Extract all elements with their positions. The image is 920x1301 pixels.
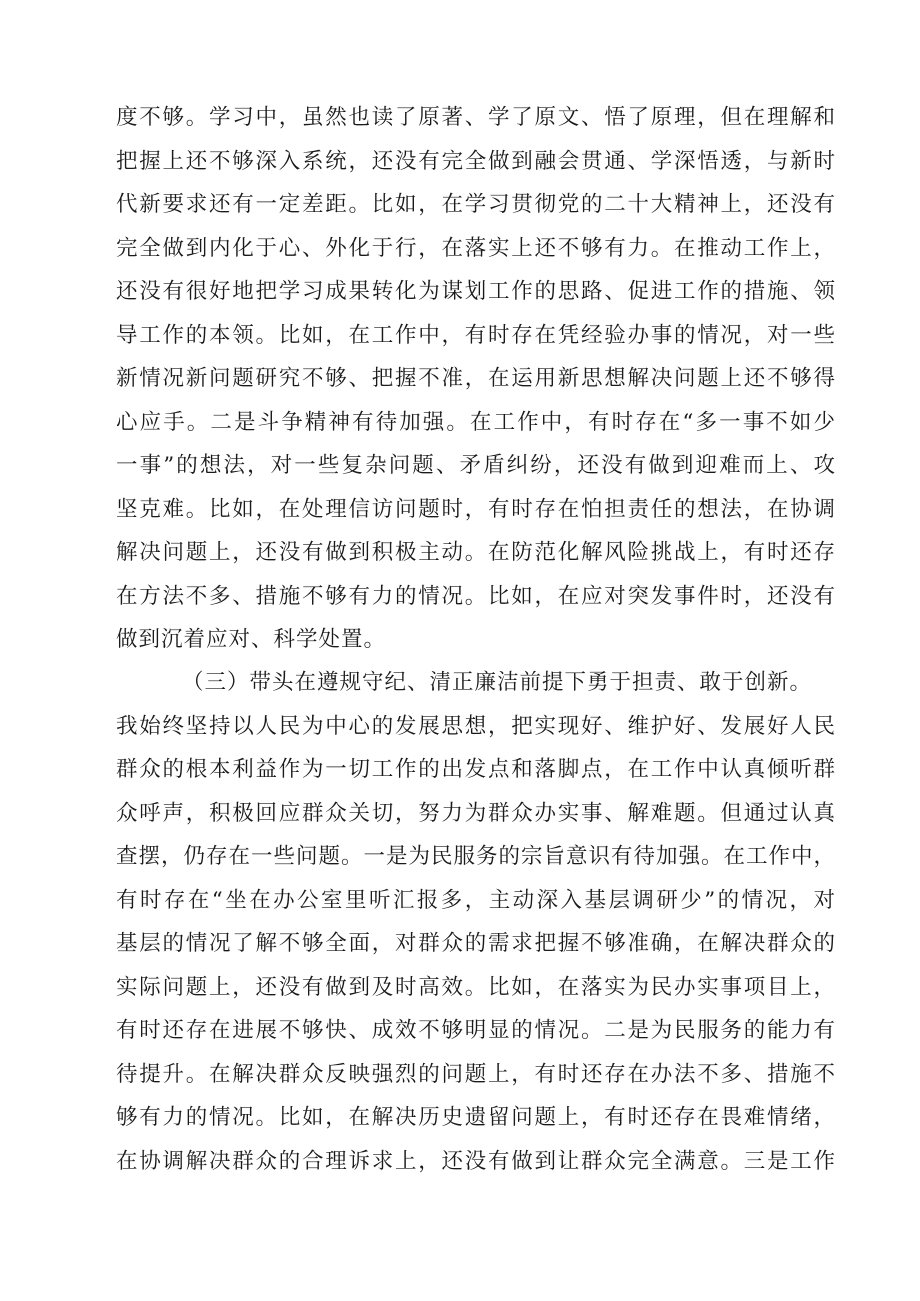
text-line: 有时存在“坐在办公室里听汇报多，主动深入基层调研少”的情况，对: [116, 887, 836, 913]
text-line: 解决问题上，还没有做到积极主动。在防范化解风险挑战上，有时还存: [116, 540, 836, 565]
text-line: 新情况新问题研究不够、把握不准，在运用新思想解决问题上还不够得: [116, 366, 836, 391]
text-line: 够有力的情况。比如，在解决历史遗留问题上，有时还存在畏难情绪，: [116, 1105, 836, 1130]
text-line: 代新要求还有一定差距。比如，在学习贯彻党的二十大精神上，还没有: [116, 192, 836, 217]
text-line: 坚克难。比如，在处理信访问题时，有时存在怕担责任的想法，在协调: [116, 496, 836, 522]
text-line: 度不够。学习中，虽然也读了原著、学了原文、悟了原理，但在理解和: [116, 105, 836, 130]
paragraph-section-three: [116, 661, 836, 1183]
text-line: 有时还存在进展不够快、成效不够明显的情况。二是为民服务的能力有: [116, 1018, 836, 1043]
text-line: 完全做到内化于心、外化于行，在落实上还不够有力。在推动工作上，: [116, 235, 836, 261]
text-line: 做到沉着应对、科学处置。: [116, 627, 387, 652]
text-line: 导工作的本领。比如，在工作中，有时存在凭经验办事的情况，对一些: [116, 322, 836, 348]
text-line: 查摆，仍存在一些问题。一是为民服务的宗旨意识有待加强。在工作中，: [116, 844, 837, 869]
text-line: 在协调解决群众的合理诉求上，还没有做到让群众完全满意。三是工作: [116, 1148, 836, 1174]
text-line: 心应手。二是斗争精神有待加强。在工作中，有时存在“多一事不如少: [116, 409, 836, 435]
paragraph-continuation: [116, 96, 836, 662]
text-line: 群众的根本利益作为一切工作的出发点和落脚点，在工作中认真倾听群: [116, 757, 836, 782]
text-line: 众呼声，积极回应群众关切，努力为群众办实事、解难题。但通过认真: [116, 800, 836, 826]
text-line: 待提升。在解决群众反映强烈的问题上，有时还存在办法不多、措施不: [116, 1061, 836, 1087]
text-line: 实际问题上，还没有做到及时高效。比如，在落实为民办实事项目上，: [116, 974, 836, 1000]
text-line: 还没有很好地把学习成果转化为谋划工作的思路、促进工作的措施、领: [116, 279, 836, 304]
section-heading-line: （三）带头在遵规守纪、清正廉洁前提下勇于担责、敢于创新。: [182, 670, 813, 695]
text-line: 我始终坚持以人民为中心的发展思想，把实现好、维护好、发展好人民: [116, 713, 836, 739]
text-line: 在方法不多、措施不够有力的情况。比如，在应对突发事件时，还没有: [116, 583, 836, 609]
text-line: 基层的情况了解不够全面，对群众的需求把握不够准确，在解决群众的: [116, 931, 836, 956]
text-line: 把握上还不够深入系统，还没有完全做到融会贯通、学深悟透，与新时: [116, 148, 836, 174]
text-line: 一事”的想法，对一些复杂问题、矛盾纠纷，还没有做到迎难而上、攻: [116, 453, 836, 478]
